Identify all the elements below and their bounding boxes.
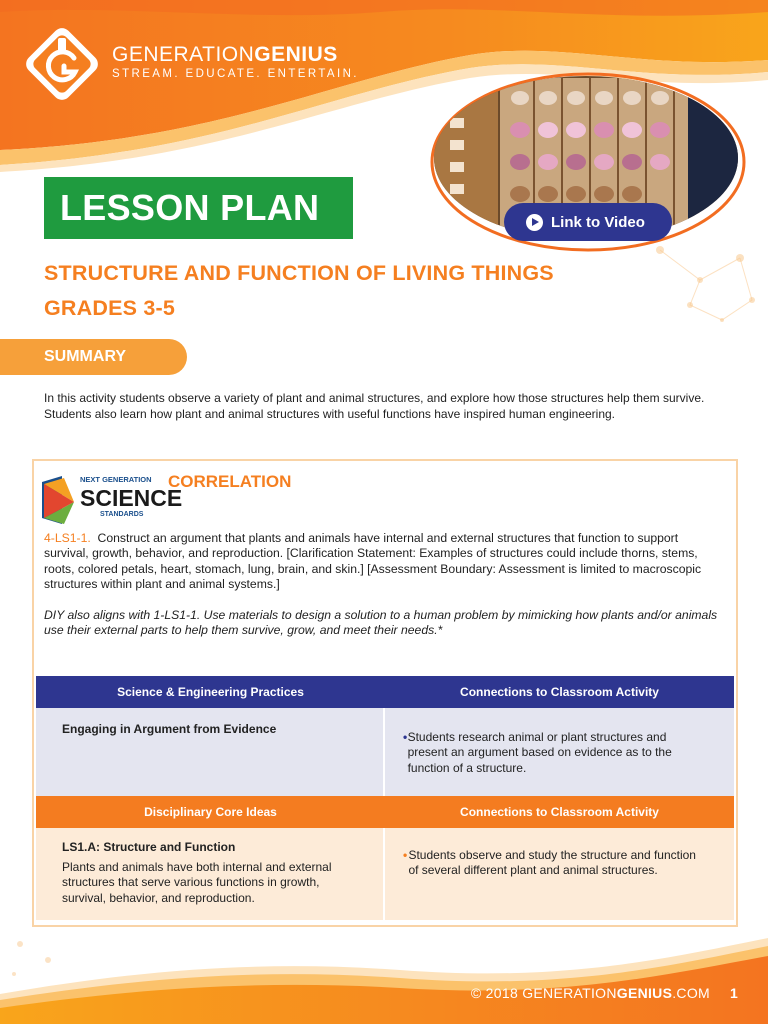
diy-alignment-text: DIY also aligns with 1-LS1-1. Use materials to design a solution to a human problem by mimicking how plants and/or animals use their external parts to help them survive, grow, and meet their needs.*	[44, 608, 718, 638]
lesson-plan-banner: LESSON PLAN	[44, 177, 353, 239]
practices-table-row	[36, 708, 734, 796]
title-line-1: STRUCTURE AND FUNCTION OF LIVING THINGS	[44, 261, 554, 285]
connections-col-header-2: Connections to Classroom Activity	[460, 805, 659, 819]
practices-connection-cell	[385, 708, 734, 796]
summary-heading: SUMMARY	[0, 339, 187, 375]
generation-genius-logo	[20, 22, 104, 106]
core-ideas-table-header	[36, 796, 734, 828]
brand-wordmark	[112, 44, 359, 80]
core-ideas-table	[36, 796, 734, 920]
footer-copyright: © 2018 GENERATIONGENIUS.COM	[470, 985, 710, 1001]
ngss-logo	[40, 472, 183, 528]
practices-col-header: Science & Engineering Practices	[117, 685, 304, 699]
core-idea-text: Plants and animals have both internal and external structures that serve various functions in growth, survival, behavior, and reproduction.	[62, 860, 332, 905]
play-icon	[526, 214, 543, 231]
brand-tagline: STREAM. EDUCATE. ENTERTAIN.	[112, 68, 359, 80]
summary-text: In this activity students observe a variety of plant and animal structures, and explore how those structures help them survive. Students also learn how plant and animal structures with useful functions have inspired human engineering.	[44, 391, 705, 421]
page-number: 1	[730, 985, 738, 1001]
link-to-video-label: Link to Video	[551, 213, 645, 231]
core-ideas-col-header: Disciplinary Core Ideas	[144, 805, 277, 819]
practice-connection-text: Students research animal or plant structures and present an argument based on evidence as to the function of a structure.	[407, 730, 672, 775]
core-ideas-table-row	[36, 828, 734, 920]
list-item	[403, 730, 704, 776]
footer-swoosh	[0, 930, 768, 1024]
brand-name: GENERATIONGENIUS	[112, 43, 338, 66]
correlation-heading: CORRELATION	[168, 472, 292, 491]
link-to-video-button[interactable]	[504, 203, 672, 241]
list-item	[403, 848, 704, 879]
practices-cell	[36, 708, 385, 796]
connections-col-header: Connections to Classroom Activity	[460, 685, 659, 699]
title-line-2: GRADES 3-5	[44, 296, 176, 320]
svg-text:STANDARDS: STANDARDS	[100, 511, 144, 518]
practices-table-header	[36, 676, 734, 708]
practices-table	[36, 676, 734, 796]
standard-description: Construct an argument that plants and animals have internal and external structures that function to support survival, growth, behavior, and reproduction. [Clarification Statement: Examples of structures could include thorns, stems, roots, colored petals, heart, stomach, lung, brain, and skin.] [Assessment Boundary: Assessment is limited to macroscopic structures within plant and animal systems.]	[44, 531, 702, 592]
core-ideas-cell	[36, 828, 385, 920]
core-idea-title: LS1.A: Structure and Function	[62, 840, 236, 854]
bullet-icon: •	[403, 848, 408, 862]
page-title	[44, 256, 554, 326]
standard-text	[44, 531, 726, 593]
bullet-icon: •	[403, 730, 408, 744]
svg-text:NEXT GENERATION: NEXT GENERATION	[80, 475, 152, 484]
core-ideas-connection-cell	[385, 828, 734, 920]
core-idea-connection-text: Students observe and study the structure and function of several different plant and animal structures.	[408, 848, 696, 878]
practice-title: Engaging in Argument from Evidence	[62, 722, 277, 736]
svg-text:SCIENCE: SCIENCE	[80, 485, 183, 511]
standard-code: 4-LS1-1.	[44, 531, 91, 545]
